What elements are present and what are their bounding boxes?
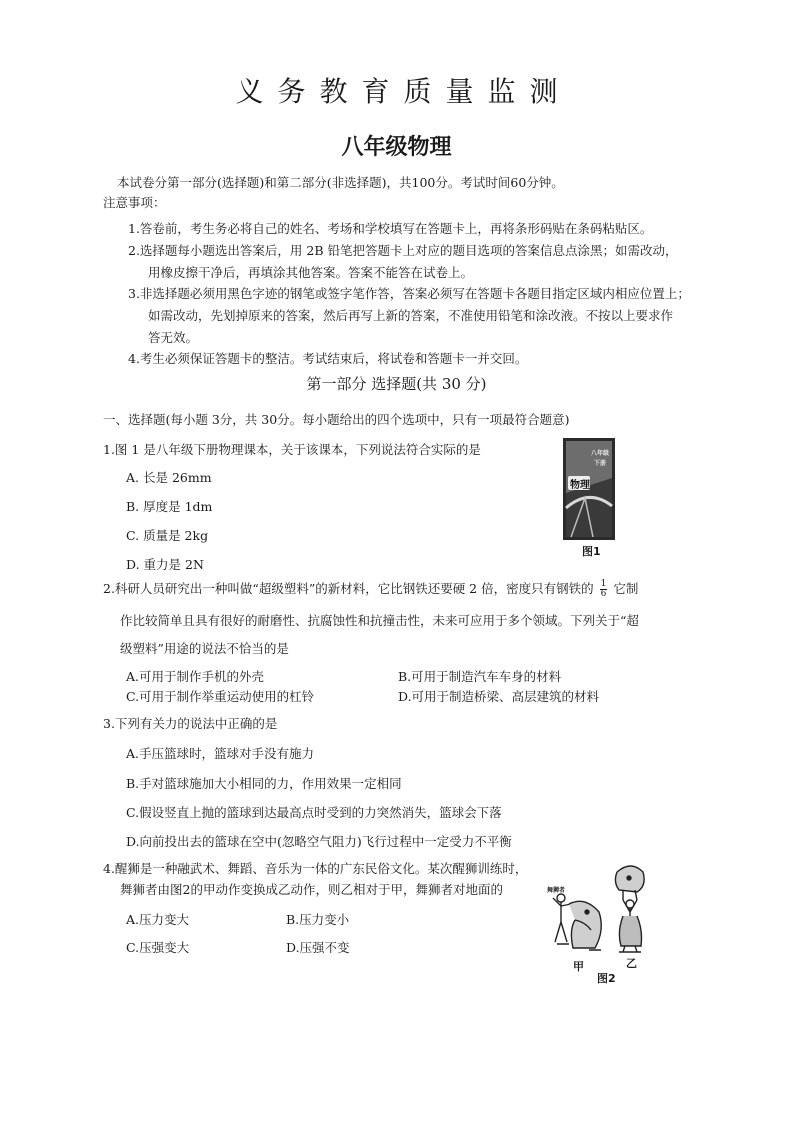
- note-4: 4.考生必须保证答题卡的整洁。考试结束后，将试卷和答题卡一并交回。: [128, 351, 528, 366]
- q4-stem-line1: 4.醒狮是一种融武术、舞蹈、音乐为一体的广东民俗文化。某次醒狮训练时，: [103, 861, 528, 876]
- q1-stem: 1.图 1 是八年级下册物理课本，关于该课本，下列说法符合实际的是: [103, 442, 481, 457]
- q2-option-b: B.可用于制造汽车车身的材料: [398, 669, 562, 684]
- q4-stem-line2: 舞狮者由图2的甲动作变换成乙动作，则乙相对于甲，舞狮者对地面的: [120, 882, 503, 897]
- textbook-volume: 下册: [594, 460, 607, 467]
- textbook-figure: [563, 438, 615, 540]
- textbook-grade: 八年级: [591, 450, 610, 457]
- exam-subtitle: 八年级物理: [341, 134, 452, 160]
- q2-option-a: A.可用于制作手机的外壳: [126, 669, 265, 684]
- figure-2-yi-label: 乙: [626, 957, 637, 970]
- fraction-numerator: 1: [600, 579, 607, 589]
- lion-dance-pose-jia: [553, 894, 601, 950]
- q1-option-d: D. 重力是 2N: [126, 557, 204, 572]
- q2-stem-part1: 2.科研人员研究出一种叫做“超级塑料”的新材料，它比钢铁还要硬 2 倍，密度只有钢铁的: [103, 581, 594, 596]
- q2-option-c: C.可用于制作举重运动使用的杠铃: [126, 689, 315, 704]
- part1-title: 第一部分 选择题(共 30 分): [306, 375, 487, 393]
- density-fraction: [600, 580, 608, 599]
- q4-option-a: A.压力变大: [126, 912, 190, 927]
- note-2-cont: 用橡皮擦干净后，再填涂其他答案。答案不能答在试卷上。: [148, 265, 474, 280]
- notes-heading: 注意事项：: [103, 195, 166, 210]
- q1-option-a: A. 长是 26mm: [126, 470, 212, 485]
- note-3: 3.非选择题必须用黑色字迹的钢笔或签字笔作答，答案必须写在答题卡各题目指定区域内相应位置上；: [128, 286, 690, 301]
- textbook-title: 物理: [570, 480, 590, 491]
- exam-description: 本试卷分第一部分(选择题)和第二部分(非选择题)，共100分。考试时间60分钟。: [117, 175, 564, 190]
- lion-dance-pose-yi: [615, 866, 644, 952]
- note-3-cont: 如需改动，先划掉原来的答案，然后再写上新的答案，不准使用铅笔和涂改液。不按以上要求作: [148, 308, 674, 323]
- q3-option-d: D.向前投出去的篮球在空中(忽略空气阻力)飞行过程中一定受力不平衡: [126, 834, 512, 849]
- figure-1-label: 图1: [582, 545, 601, 558]
- q3-option-b: B.手对篮球施加大小相同的力，作用效果一定相同: [126, 776, 402, 791]
- q4-option-c: C.压强变大: [126, 940, 190, 955]
- figure-2-label: 图2: [597, 972, 616, 985]
- q4-option-d: D.压强不变: [286, 940, 350, 955]
- q3-option-a: A.手压篮球时，篮球对手没有施力: [126, 746, 315, 761]
- exam-title: 义务教育质量监测: [235, 75, 572, 108]
- q4-option-b: B.压力变小: [286, 912, 350, 927]
- q3-stem: 3.下列有关力的说法中正确的是: [103, 716, 278, 731]
- q2-stem-line2: 作比较简单且具有很好的耐磨性、抗腐蚀性和抗撞击性，未来可应用于多个领域。下列关于“超: [120, 613, 639, 628]
- figure-2-jia-label: 甲: [573, 960, 584, 973]
- note-3-cont-2: 答无效。: [148, 330, 199, 345]
- q2-stem-line1: [103, 579, 638, 599]
- q2-stem-line3: 级塑料”用途的说法不恰当的是: [120, 641, 289, 656]
- q1-option-b: B. 厚度是 1dm: [126, 499, 213, 514]
- dancer-caption: 舞狮者: [547, 887, 566, 894]
- q2-option-d: D.可用于制造桥梁、高层建筑的材料: [398, 689, 600, 704]
- note-1: 1.答卷前，考生务必将自己的姓名、考场和学校填写在答题卡上，再将条形码贴在条码粘贴区。: [128, 221, 653, 236]
- note-2: 2.选择题每小题选出答案后，用 2B 铅笔把答题卡上对应的题目选项的答案信息点涂黑；如需改动，: [128, 243, 678, 258]
- q2-stem-part2: 它制: [613, 581, 639, 596]
- part1-instruction: 一、选择题(每小题 3分，共 30分。每小题给出的四个选项中，只有一项最符合题意): [103, 412, 570, 427]
- lion-dance-figure: [545, 860, 650, 960]
- q1-option-c: C. 质量是 2kg: [126, 528, 209, 543]
- q3-option-c: C.假设竖直上抛的篮球到达最高点时受到的力突然消失，篮球会下落: [126, 805, 502, 820]
- fraction-denominator: 6: [600, 589, 607, 599]
